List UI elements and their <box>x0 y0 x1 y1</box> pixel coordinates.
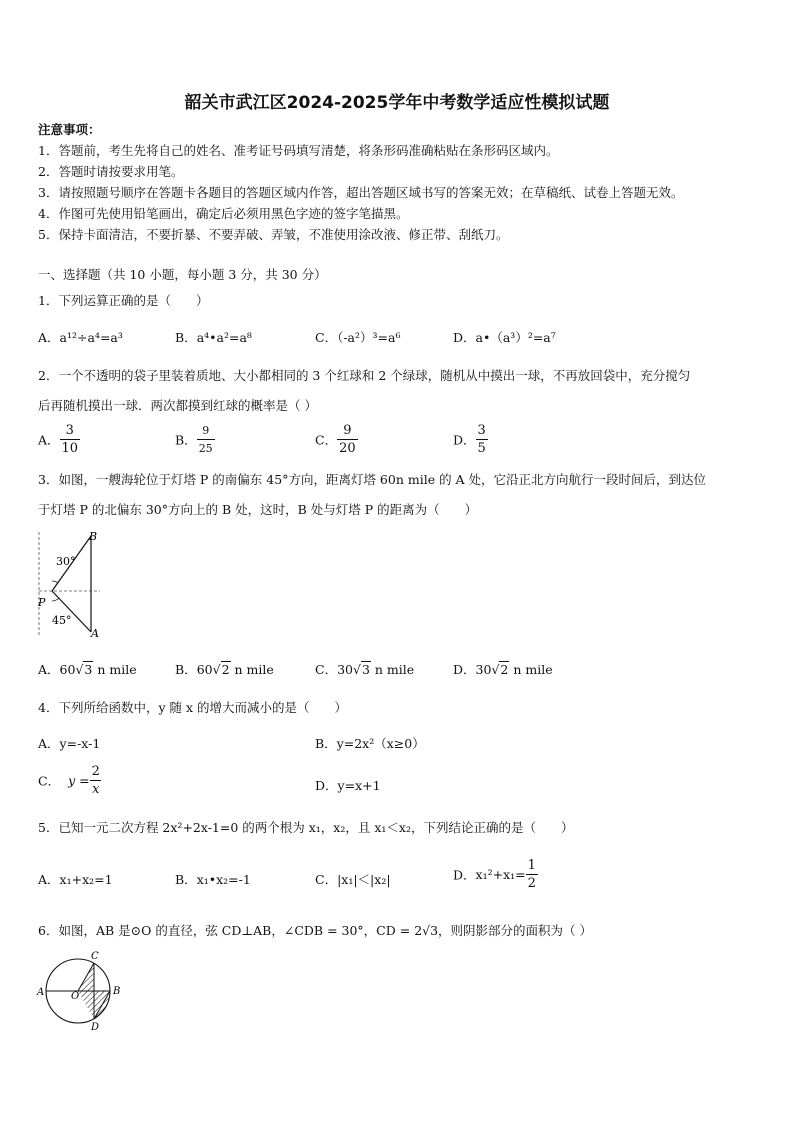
q3-option-d <box>453 660 553 678</box>
q5-option-d <box>453 857 538 892</box>
q5-option-a <box>38 870 113 888</box>
option-label: C． <box>315 662 338 677</box>
fraction: $\frac{3}{10}$ <box>61 423 79 456</box>
option-label: B． <box>175 662 197 677</box>
q3-option-c <box>315 660 414 678</box>
label-d: D <box>91 1022 100 1033</box>
q3-option-a <box>38 660 137 678</box>
notice-item: 2．答题时请按要求用笔。 <box>38 164 184 179</box>
option-text: y=2x²（x≥0） <box>336 736 425 751</box>
option-text: y=-x-1 <box>59 736 101 751</box>
option-label: D． <box>453 330 476 345</box>
sqrt: √3 <box>352 662 370 677</box>
q4-option-b <box>315 734 425 752</box>
q3-option-b <box>175 660 274 678</box>
fraction: $\frac{2}{x}$ <box>91 764 100 797</box>
angle-30: 30° <box>56 555 76 568</box>
option-text: a•（a³）²=a⁷ <box>475 330 556 345</box>
option-label: B． <box>315 736 337 751</box>
option-text: x₁+x₂=1 <box>59 872 113 887</box>
option-label: D． <box>453 867 476 883</box>
label-c: C <box>91 951 99 962</box>
option-label: B． <box>175 330 197 345</box>
label-a: A <box>91 627 99 640</box>
question-2-stem: 2．一个不透明的袋子里装着质地、大小都相同的 3 个红球和 2 个绿球，随机从中摸出一球，不再放回袋中，充分搅匀 <box>38 368 691 383</box>
sqrt: √3 <box>75 662 93 677</box>
option-label: C． <box>38 773 61 789</box>
question-1-stem: 1．下列运算正确的是（ ） <box>38 293 209 308</box>
fraction: $\frac{9}{20}$ <box>339 423 356 456</box>
label-a: A <box>37 987 45 998</box>
label-b: B <box>89 530 98 543</box>
option-label: A． <box>38 872 60 887</box>
option-text: 30 <box>337 662 353 677</box>
q2-option-b <box>175 422 215 457</box>
question-2-stem-cont: 后再随机摸出一球．两次都摸到红球的概率是（ ） <box>38 398 317 413</box>
question-3-stem-cont: 于灯塔 P 的北偏东 30°方向上的 B 处，这时，B 处与灯塔 P 的距离为（ ） <box>38 502 478 517</box>
q4-option-d <box>315 776 381 794</box>
option-unit: n mile <box>234 662 274 677</box>
option-text: y=x+1 <box>337 778 381 793</box>
label-b: B <box>113 986 121 997</box>
option-text: x₁•x₂=-1 <box>196 872 251 887</box>
option-label: A． <box>38 330 60 345</box>
option-label: B． <box>175 432 197 448</box>
option-text: |x₁|＜|x₂| <box>337 872 391 887</box>
option-label: C． <box>315 872 338 887</box>
option-label: D． <box>315 778 338 793</box>
page-title: 韶关市武江区2024-2025学年中考数学适应性模拟试题 <box>184 93 610 113</box>
notice-item: 1．答题前，考生先将自己的姓名、准考证号码填写清楚，将条形码准确粘贴在条形码区域内。 <box>38 143 559 158</box>
notice-heading: 注意事项： <box>38 122 101 137</box>
fraction: $\frac{1}{2}$ <box>527 858 536 891</box>
q2-option-c <box>315 422 358 457</box>
option-label: B． <box>175 872 197 887</box>
option-label: D． <box>453 662 476 677</box>
question-3-stem: 3．如图，一艘海轮位于灯塔 P 的南偏东 45°方向，距离灯塔 60n mile 的 A 处，它沿正北方向航行一段时间后，到达位 <box>38 472 707 487</box>
notice-item: 4．作图可先使用铅笔画出，确定后必须用黑色字迹的签字笔描黑。 <box>38 206 409 221</box>
circle-figure <box>34 948 126 1034</box>
option-unit: n mile <box>374 662 415 677</box>
option-text: （-a²）³=a⁶ <box>337 330 401 345</box>
option-text: x₁²+x₁= <box>475 867 526 882</box>
question-5-stem: 5．已知一元二次方程 2x²+2x-1=0 的两个根为 x₁，x₂，且 x₁＜x₂，下列结论正确的是（ ） <box>38 820 574 835</box>
lighthouse-figure <box>34 528 106 640</box>
option-unit: n mile <box>513 662 553 677</box>
angle-45: 45° <box>52 614 72 627</box>
section-heading: 一、选择题（共 10 小题，每小题 3 分，共 30 分） <box>38 267 327 282</box>
fraction: $\frac{9}{25}$ <box>198 424 213 455</box>
option-label: C． <box>315 330 338 345</box>
sqrt: √2 <box>491 662 509 677</box>
fraction: $\frac{3}{5}$ <box>477 423 486 456</box>
option-text: y = <box>68 773 90 788</box>
option-unit: n mile <box>97 662 137 677</box>
q1-option-d <box>453 328 556 346</box>
notice-item: 5．保持卡面清洁，不要折暴、不要弄破、弄皱，不准使用涂改液、修正带、刮纸刀。 <box>38 227 509 242</box>
q1-option-a <box>38 328 123 346</box>
q2-option-a <box>38 422 80 457</box>
option-text: 30 <box>475 662 492 677</box>
option-label: A． <box>38 736 60 751</box>
option-label: D． <box>453 432 476 448</box>
q5-option-c <box>315 870 391 888</box>
option-text: 60 <box>59 662 76 677</box>
option-text: a⁴•a²=a⁸ <box>196 330 252 345</box>
option-text: 60 <box>196 662 213 677</box>
notice-item: 3．请按照题号顺序在答题卡各题目的答题区域内作答，超出答题区域书写的答案无效；在草稿纸、试卷上答题无效。 <box>38 185 684 200</box>
q2-option-d <box>453 422 488 457</box>
sqrt: √2 <box>212 662 230 677</box>
label-o: O <box>71 991 80 1002</box>
option-label: A． <box>38 662 60 677</box>
q1-option-b <box>175 328 252 346</box>
q5-option-b <box>175 870 251 888</box>
q4-option-a <box>38 734 100 752</box>
option-label: C． <box>315 432 338 448</box>
option-text: a¹²÷a⁴=a³ <box>59 330 123 345</box>
question-4-stem: 4．下列所给函数中，y 随 x 的增大而减小的是（ ） <box>38 700 347 715</box>
question-6-stem: 6．如图，AB 是⊙O 的直径，弦 CD⊥AB，∠CDB = 30°，CD = 2√3，则阴影部分的面积为（ ） <box>38 923 593 938</box>
q4-option-c <box>38 763 102 798</box>
label-p: P <box>38 596 46 609</box>
q1-option-c <box>315 328 400 346</box>
option-label: A． <box>38 432 60 448</box>
